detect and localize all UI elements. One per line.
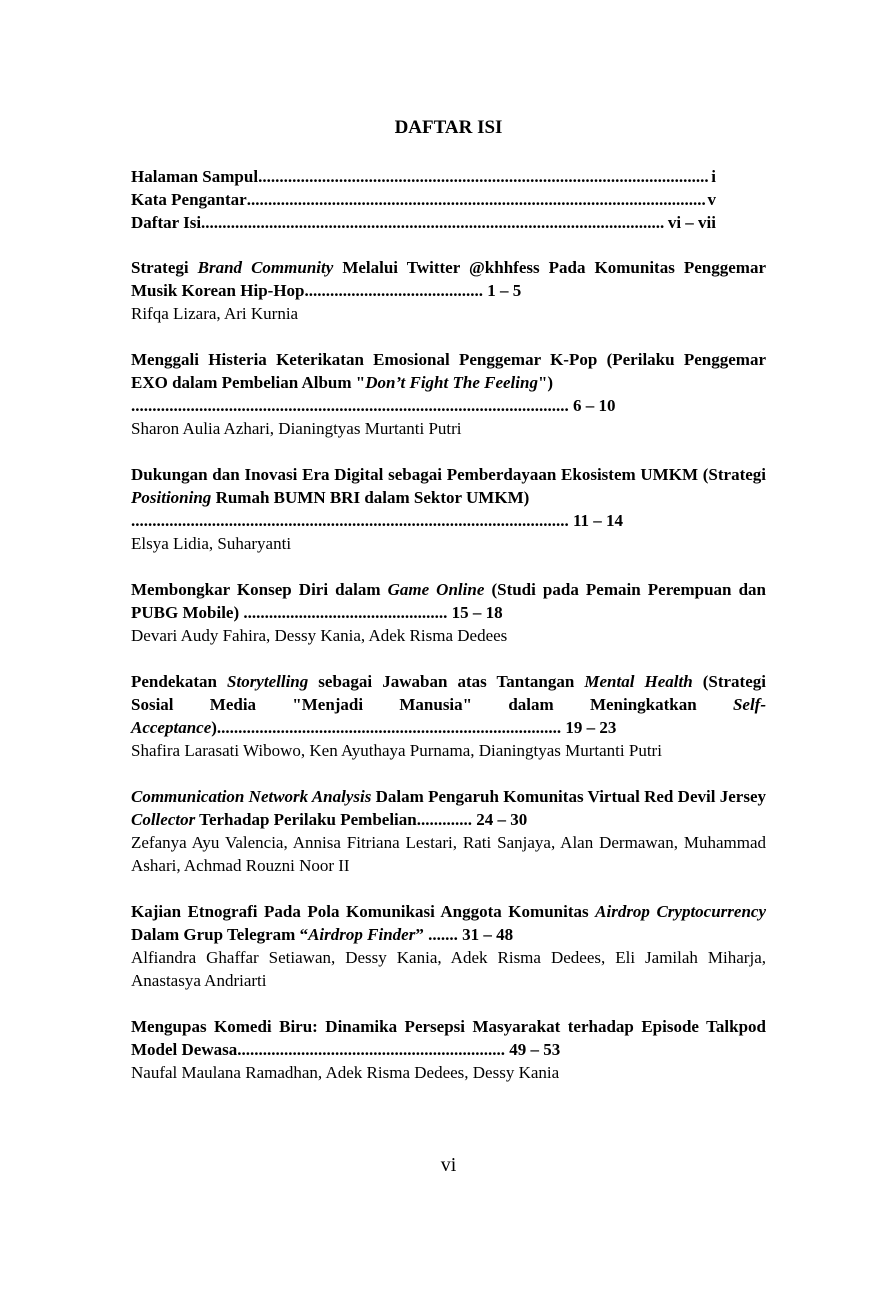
entry-pages: 15 – 18 — [451, 603, 503, 622]
title-text: Strategi — [131, 258, 198, 277]
front-matter-label: Kata Pengantar — [131, 190, 247, 209]
entry-authors: Naufal Maulana Ramadhan, Adek Risma Dedees, Dessy Kania — [131, 1063, 560, 1082]
toc-entries — [131, 256, 766, 1107]
title-text: Mengupas Komedi Biru: Dinamika Persepsi Masyarakat terhadap Episode Talkpod Model Dewasa — [131, 1017, 766, 1059]
entry-authors: Alfiandra Ghaffar Setiawan, Dessy Kania, Adek Risma Dedees, Eli Jamilah Miharja, Anastasya Andriarti — [131, 948, 766, 990]
entry-pages: 11 – 14 — [573, 511, 624, 530]
toc-entry — [131, 900, 766, 992]
title-text: Kajian Etnografi Pada Pola Komunikasi Anggota Komunitas — [131, 902, 596, 921]
title-italic: Airdrop Cryptocurrency — [595, 902, 767, 921]
entry-authors: Elsya Lidia, Suharyanti — [131, 534, 292, 553]
title-text: ) — [211, 718, 217, 737]
entry-authors: Sharon Aulia Azhari, Dianingtyas Murtanti Putri — [131, 419, 462, 438]
entry-title — [131, 578, 766, 624]
title-italic: Don’t Fight The Feeling — [365, 373, 538, 392]
title-italic: Mental Health — [584, 672, 693, 691]
entry-authors: Rifqa Lizara, Ari Kurnia — [131, 304, 299, 323]
leader-dots — [247, 188, 705, 211]
entry-pages: 19 – 23 — [565, 718, 617, 737]
title-italic: Game Online — [387, 580, 485, 599]
title-italic: Airdrop Finder — [308, 925, 416, 944]
front-matter-page: i — [711, 167, 716, 186]
title-text: ” — [415, 925, 429, 944]
title-text: Dukungan dan Inovasi Era Digital sebagai Pemberdayaan Ekosistem UMKM (Strategi — [131, 465, 766, 484]
title-italic: Self-Acceptance — [131, 695, 766, 737]
entry-authors: Zefanya Ayu Valencia, Annisa Fitriana Lestari, Rati Sanjaya, Alan Dermawan, Muhammad Ashari, Achmad Rouzni Noor II — [131, 833, 766, 875]
toc-entry — [131, 1015, 766, 1084]
leader-dots: ............................................................... — [237, 1040, 505, 1059]
leader-dots — [201, 211, 665, 234]
title-italic: Collector — [131, 810, 196, 829]
title-text: ") — [537, 373, 554, 392]
leader-dots: .......................................... — [304, 281, 483, 300]
front-matter-item — [131, 211, 716, 234]
entry-pages: 24 – 30 — [476, 810, 528, 829]
front-matter-label: Halaman Sampul — [131, 167, 259, 186]
entry-title — [131, 785, 766, 831]
entry-pages: 1 – 5 — [487, 281, 522, 300]
entry-authors: Devari Audy Fahira, Dessy Kania, Adek Risma Dedees — [131, 626, 508, 645]
entry-pages: 6 – 10 — [573, 396, 616, 415]
title-text: Rumah BUMN BRI dalam Sektor UMKM) — [211, 488, 530, 507]
title-italic: Brand Community — [197, 258, 334, 277]
entry-title — [131, 670, 766, 739]
title-italic: Positioning — [131, 488, 212, 507]
title-text: Menggali Histeria Keterikatan Emosional Penggemar K-Pop (Perilaku Penggemar EXO dalam Pembelian Album " — [131, 350, 766, 392]
front-matter-label: Daftar Isi — [131, 213, 202, 232]
entry-title — [131, 256, 766, 302]
front-matter-page: vi – vii — [667, 213, 716, 232]
title-italic: Storytelling — [227, 672, 309, 691]
leader-dots: ............. — [416, 810, 472, 829]
entry-title — [131, 348, 766, 417]
title-text: (Studi pada Pemain Perempuan dan PUBG Mobile) — [131, 580, 766, 622]
title-text: (Strategi Sosial Media "Menjadi Manusia" dalam Meningkatkan — [131, 672, 766, 714]
entry-pages: 49 – 53 — [509, 1040, 561, 1059]
page-title: DAFTAR ISI — [394, 117, 503, 138]
entry-authors: Shafira Larasati Wibowo, Ken Ayuthaya Purnama, Dianingtyas Murtanti Putri — [131, 741, 662, 760]
title-text: Pendekatan — [131, 672, 228, 691]
leader-dots: ....... — [428, 925, 458, 944]
front-matter-item — [131, 165, 716, 188]
leader-dots: ....................................................................................................... — [131, 396, 569, 415]
leader-dots — [258, 165, 708, 188]
entry-title — [131, 463, 766, 532]
title-text: Dalam Pengaruh Komunitas Virtual Red Devil Jersey — [371, 787, 766, 806]
page-number: vi — [440, 1154, 457, 1176]
front-matter-list — [131, 165, 766, 234]
toc-entry — [131, 348, 766, 440]
title-text: Melalui Twitter @khhfess Pada Komunitas Penggemar Musik Korean Hip-Hop — [131, 258, 766, 300]
toc-entry — [131, 578, 766, 647]
title-text: Membongkar Konsep Diri dalam — [131, 580, 388, 599]
title-text: sebagai Jawaban atas Tantangan — [308, 672, 585, 691]
leader-dots: ................................................ — [243, 603, 448, 622]
toc-entry — [131, 256, 766, 325]
entry-pages: 31 – 48 — [462, 925, 514, 944]
front-matter-item — [131, 188, 716, 211]
entry-title — [131, 1015, 766, 1061]
toc-entry — [131, 463, 766, 555]
title-italic: Communication Network Analysis — [131, 787, 372, 806]
leader-dots: ....................................................................................................... — [131, 511, 569, 530]
title-text: Terhadap Perilaku Pembelian — [195, 810, 417, 829]
front-matter-page: v — [707, 190, 716, 209]
toc-entry — [131, 785, 766, 877]
toc-entry — [131, 670, 766, 762]
leader-dots: ................................................................................. — [216, 718, 562, 737]
title-text: Dalam Grup Telegram “ — [131, 925, 309, 944]
entry-title — [131, 900, 766, 946]
